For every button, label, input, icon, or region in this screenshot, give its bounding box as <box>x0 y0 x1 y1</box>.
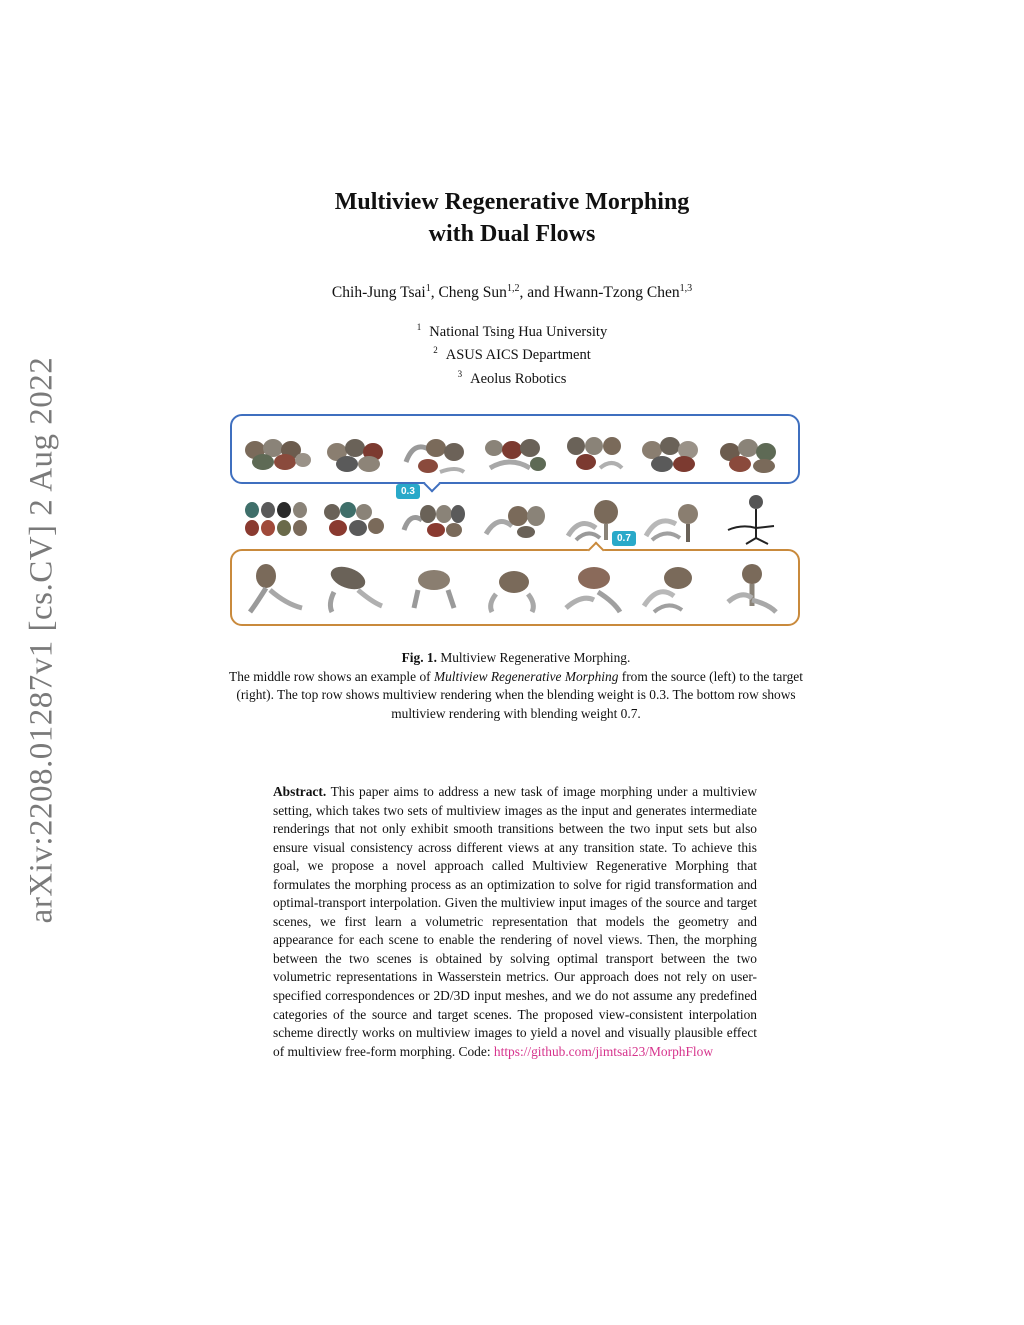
author-affiliation-mark: 1 <box>425 283 431 294</box>
abstract <box>273 783 757 1061</box>
render-thumbnail <box>718 488 788 546</box>
author-list <box>0 283 1024 302</box>
render-thumbnail <box>318 488 388 546</box>
render-thumbnail <box>718 558 788 616</box>
affiliation-mark: 1 <box>416 322 422 332</box>
affiliation-item <box>0 341 1024 364</box>
author-separator: , and <box>519 284 554 302</box>
affiliation-item <box>0 318 1024 341</box>
title-line-1: Multiview Regenerative Morphing <box>334 189 690 215</box>
affiliation-list <box>0 318 1024 388</box>
render-thumbnail <box>558 558 628 616</box>
blend-weight-badge-bottom: 0.7 <box>612 531 636 546</box>
affiliation-mark: 2 <box>433 345 438 356</box>
code-repository-link[interactable]: https://github.com/jimtsai23/MorphFlow <box>493 1043 714 1059</box>
render-thumbnail <box>243 422 313 480</box>
affiliation-mark: 3 <box>457 368 463 379</box>
affiliation-item <box>0 365 1024 388</box>
author-separator: , <box>430 284 439 302</box>
caption-text: The middle row shows an example of <box>229 668 434 684</box>
affiliation-name: Aeolus Robotics <box>470 370 567 387</box>
affiliation-name: ASUS AICS Department <box>445 347 591 364</box>
author-affiliation-mark: 1,3 <box>679 283 693 294</box>
abstract-body: This paper aims to address a new task of image morphing under a multiview setting, which takes two sets of multiview images as the input and generates intermediate renderings that not only exhibit smooth transitions between the two input sets but also ensure visual consistency across different views at any transition state. To achieve this goal, we propose a novel approach called Multiview Regenerative Morphing that formulates the morphing process as an optimization to solve for rigid transformation and optimal-transport interpolation. Given the multiview input images of the source and target scenes, we first learn a volumetric representation that models the geometry and appearance for each scene to enable the rendering of novel views. Then, the morphing between the two scenes is obtained by solving optimal transport between the two volumetric representations in Wasserstein metrics. Our approach does not rely on user-specified correspondences or 2D/3D input meshes, and we do not assume any predefined categories of the source and target scenes. The proposed view-consistent interpolation scheme directly works on multiview images to yield a novel and visually plausible effect of multiview free-form morphing. Code: <box>273 784 757 1059</box>
render-thumbnail <box>478 558 548 616</box>
render-thumbnail <box>716 422 786 480</box>
render-thumbnail <box>242 558 312 616</box>
author-name: Chih-Jung Tsai <box>331 284 426 302</box>
caption-text: from the source (left) to the target (right). The top row shows multiview rendering when the blending weight is 0.3. The bottom row shows multiview rendering with blending weight 0.7. <box>236 668 803 721</box>
caption-title: Multiview Regenerative Morphing. <box>436 650 631 665</box>
paper-title <box>0 186 1024 250</box>
render-thumbnail <box>638 558 708 616</box>
author-name: Cheng Sun <box>438 284 507 302</box>
author-affiliation-mark: 1,2 <box>506 283 520 294</box>
abstract-heading: Abstract. <box>273 784 327 799</box>
author-name: Hwann-Tzong Chen <box>553 284 680 302</box>
figure-1 <box>228 410 804 630</box>
render-thumbnail <box>560 422 630 480</box>
render-thumbnail <box>480 422 550 480</box>
arxiv-identifier-text: arXiv:2208.01287v1 [cs.CV] 2 Aug 2022 <box>23 356 60 924</box>
caption-label: Fig. 1. <box>401 650 437 665</box>
figure-caption <box>222 649 810 723</box>
render-thumbnail <box>640 488 710 546</box>
render-thumbnail <box>482 488 552 546</box>
render-thumbnail <box>323 422 393 480</box>
caption-emphasis: Multiview Regenerative Morphing <box>433 668 619 684</box>
affiliation-name: National Tsing Hua University <box>429 323 608 340</box>
render-thumbnail <box>400 422 470 480</box>
render-thumbnail <box>318 558 388 616</box>
render-thumbnail <box>398 558 468 616</box>
render-thumbnail <box>240 488 310 546</box>
render-thumbnail <box>638 422 708 480</box>
title-line-2: with Dual Flows <box>428 221 596 247</box>
blend-weight-badge-top: 0.3 <box>396 484 420 499</box>
